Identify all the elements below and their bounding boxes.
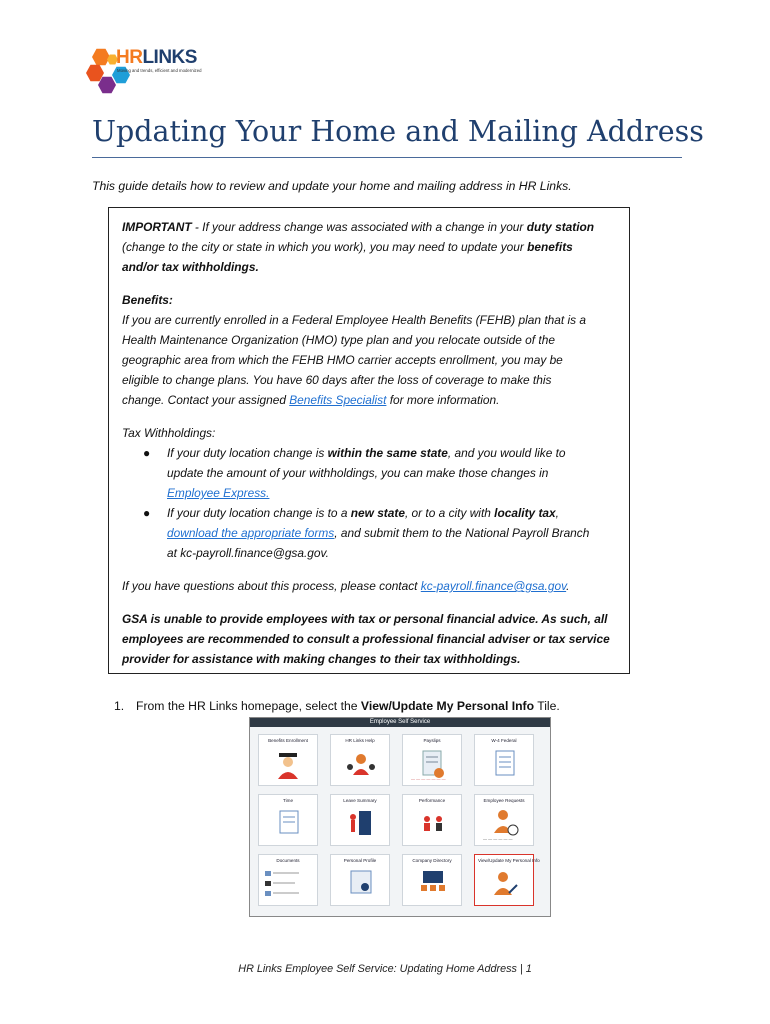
tax-bullet-1-line-3 (167, 486, 269, 500)
tile-label: View/Update My Personal Info (478, 858, 540, 863)
tile-label: Payslips (423, 738, 441, 743)
tile-w4-federal[interactable] (474, 734, 534, 786)
disclaimer-line: GSA is unable to provide employees with tax or personal financial advice. As such, all (122, 612, 608, 626)
tile-label: W-4 Federal (491, 738, 517, 743)
tile-label: Personal Profile (343, 858, 377, 863)
logo-wordmark: HRLINKS (116, 47, 197, 68)
tile-personal-profile[interactable] (330, 854, 390, 906)
tile-label: Company Directory (412, 858, 452, 863)
documents-list-icon (259, 865, 319, 905)
tile-label: Performance (418, 798, 446, 803)
tax-heading: Tax Withholdings: (122, 426, 216, 440)
benefits-line: geographic area from which the FEHB HMO carrier accepts enrollment, you may be (122, 353, 563, 367)
important-line-3: and/or tax withholdings. (122, 260, 259, 274)
benefits-line: eligible to change plans. You have 60 days after the loss of coverage to make this (122, 373, 552, 387)
person-edit-icon (475, 865, 535, 905)
hr-links-logo (88, 44, 208, 100)
tax-bullet-1-line-1: If your duty location change is within the same state, and you would like to (167, 446, 566, 460)
tile-label: Employee Requests (483, 798, 525, 803)
important-callout-box (108, 207, 630, 674)
page-title: Updating Your Home and Mailing Address (92, 115, 704, 148)
step-text: From the HR Links homepage, select the View/Update My Personal Info Tile. (136, 699, 560, 713)
tile-label: HR Links Help (345, 738, 375, 743)
important-line-1: IMPORTANT - If your address change was associated with a change in your duty station (122, 220, 595, 234)
benefits-line: If you are currently enrolled in a Federal Employee Health Benefits (FEHB) plan that is a (122, 313, 586, 327)
benefits-heading: Benefits: (122, 293, 173, 307)
tile-label: Documents (276, 858, 300, 863)
tax-bullet-1-line-2: update the amount of your withholdings, you can make those changes in (167, 466, 549, 480)
tile-company-directory[interactable] (402, 854, 462, 906)
hr-links-homepage-screenshot (249, 717, 551, 917)
tile-documents[interactable] (258, 854, 318, 906)
tile-benefits-enrollment[interactable] (258, 734, 318, 786)
tile-extra-text: — — — — — — (483, 836, 513, 841)
employee-express-link[interactable]: Employee Express. (167, 486, 270, 500)
tile-extra-text: — — — — — — — (411, 776, 446, 781)
title-divider (92, 157, 682, 158)
disclaimer-line: employees are recommended to consult a professional financial adviser or tax service (122, 632, 610, 646)
graduate-icon (259, 745, 319, 785)
tile-view-update-my-personal-info[interactable] (474, 854, 540, 906)
tile-label: Leave Summary (343, 798, 377, 803)
page-footer: HR Links Employee Self Service: Updating Home Address | 1 (238, 963, 532, 975)
tax-bullet-2-line-3: at kc-payroll.finance@gsa.gov. (167, 546, 329, 560)
logo-tagline: Moving and trends, efficient and modernized (117, 68, 202, 73)
tile-hr-links-help[interactable] (330, 734, 390, 786)
screenshot-header: Employee Self Service (250, 718, 550, 727)
tax-bullet-2-line-1: If your duty location change is to a new state, or to a city with locality tax, (167, 506, 559, 520)
tile-employee-requests[interactable] (474, 794, 534, 846)
tile-leave-summary[interactable] (330, 794, 390, 846)
tile-time[interactable] (258, 794, 318, 846)
door-exit-icon (331, 805, 391, 845)
important-line-2: (change to the city or state in which you work), you may need to update your benefits (122, 240, 573, 254)
family-icon (403, 805, 463, 845)
tile-payslips[interactable] (402, 734, 462, 786)
tile-label: Benefits Enrollment (268, 738, 308, 743)
intro-text: This guide details how to review and update your home and mailing address in HR Links. (92, 179, 572, 193)
benefits-specialist-link[interactable]: Benefits Specialist (289, 393, 387, 407)
payroll-email-link[interactable]: kc-payroll.finance@gsa.gov (420, 579, 567, 593)
benefits-last-line: change. Contact your assigned Benefits Specialist for more information. (122, 393, 500, 407)
tax-bullet-2-line-2: download the appropriate forms, and submit them to the National Payroll Branch (167, 526, 590, 540)
step-number: 1. (114, 699, 125, 713)
bullet-icon: ● (143, 506, 151, 520)
bullet-icon: ● (143, 446, 151, 460)
timesheet-icon (259, 805, 319, 845)
download-forms-link[interactable]: download the appropriate forms (167, 526, 335, 540)
tile-label: Time (282, 798, 294, 803)
questions-line: If you have questions about this process, please contact kc-payroll.finance@gsa.gov. (122, 579, 570, 593)
logo-hex-orange-icon (92, 48, 110, 66)
directory-icon (403, 865, 463, 905)
tile-performance[interactable] (402, 794, 462, 846)
profile-card-icon (331, 865, 391, 905)
disclaimer-line: provider for assistance with making changes to their tax withholdings. (122, 652, 521, 666)
form-icon (475, 745, 535, 785)
team-icon (331, 745, 391, 785)
benefits-line: Health Maintenance Organization (HMO) type plan and you relocate outside of the (122, 333, 555, 347)
